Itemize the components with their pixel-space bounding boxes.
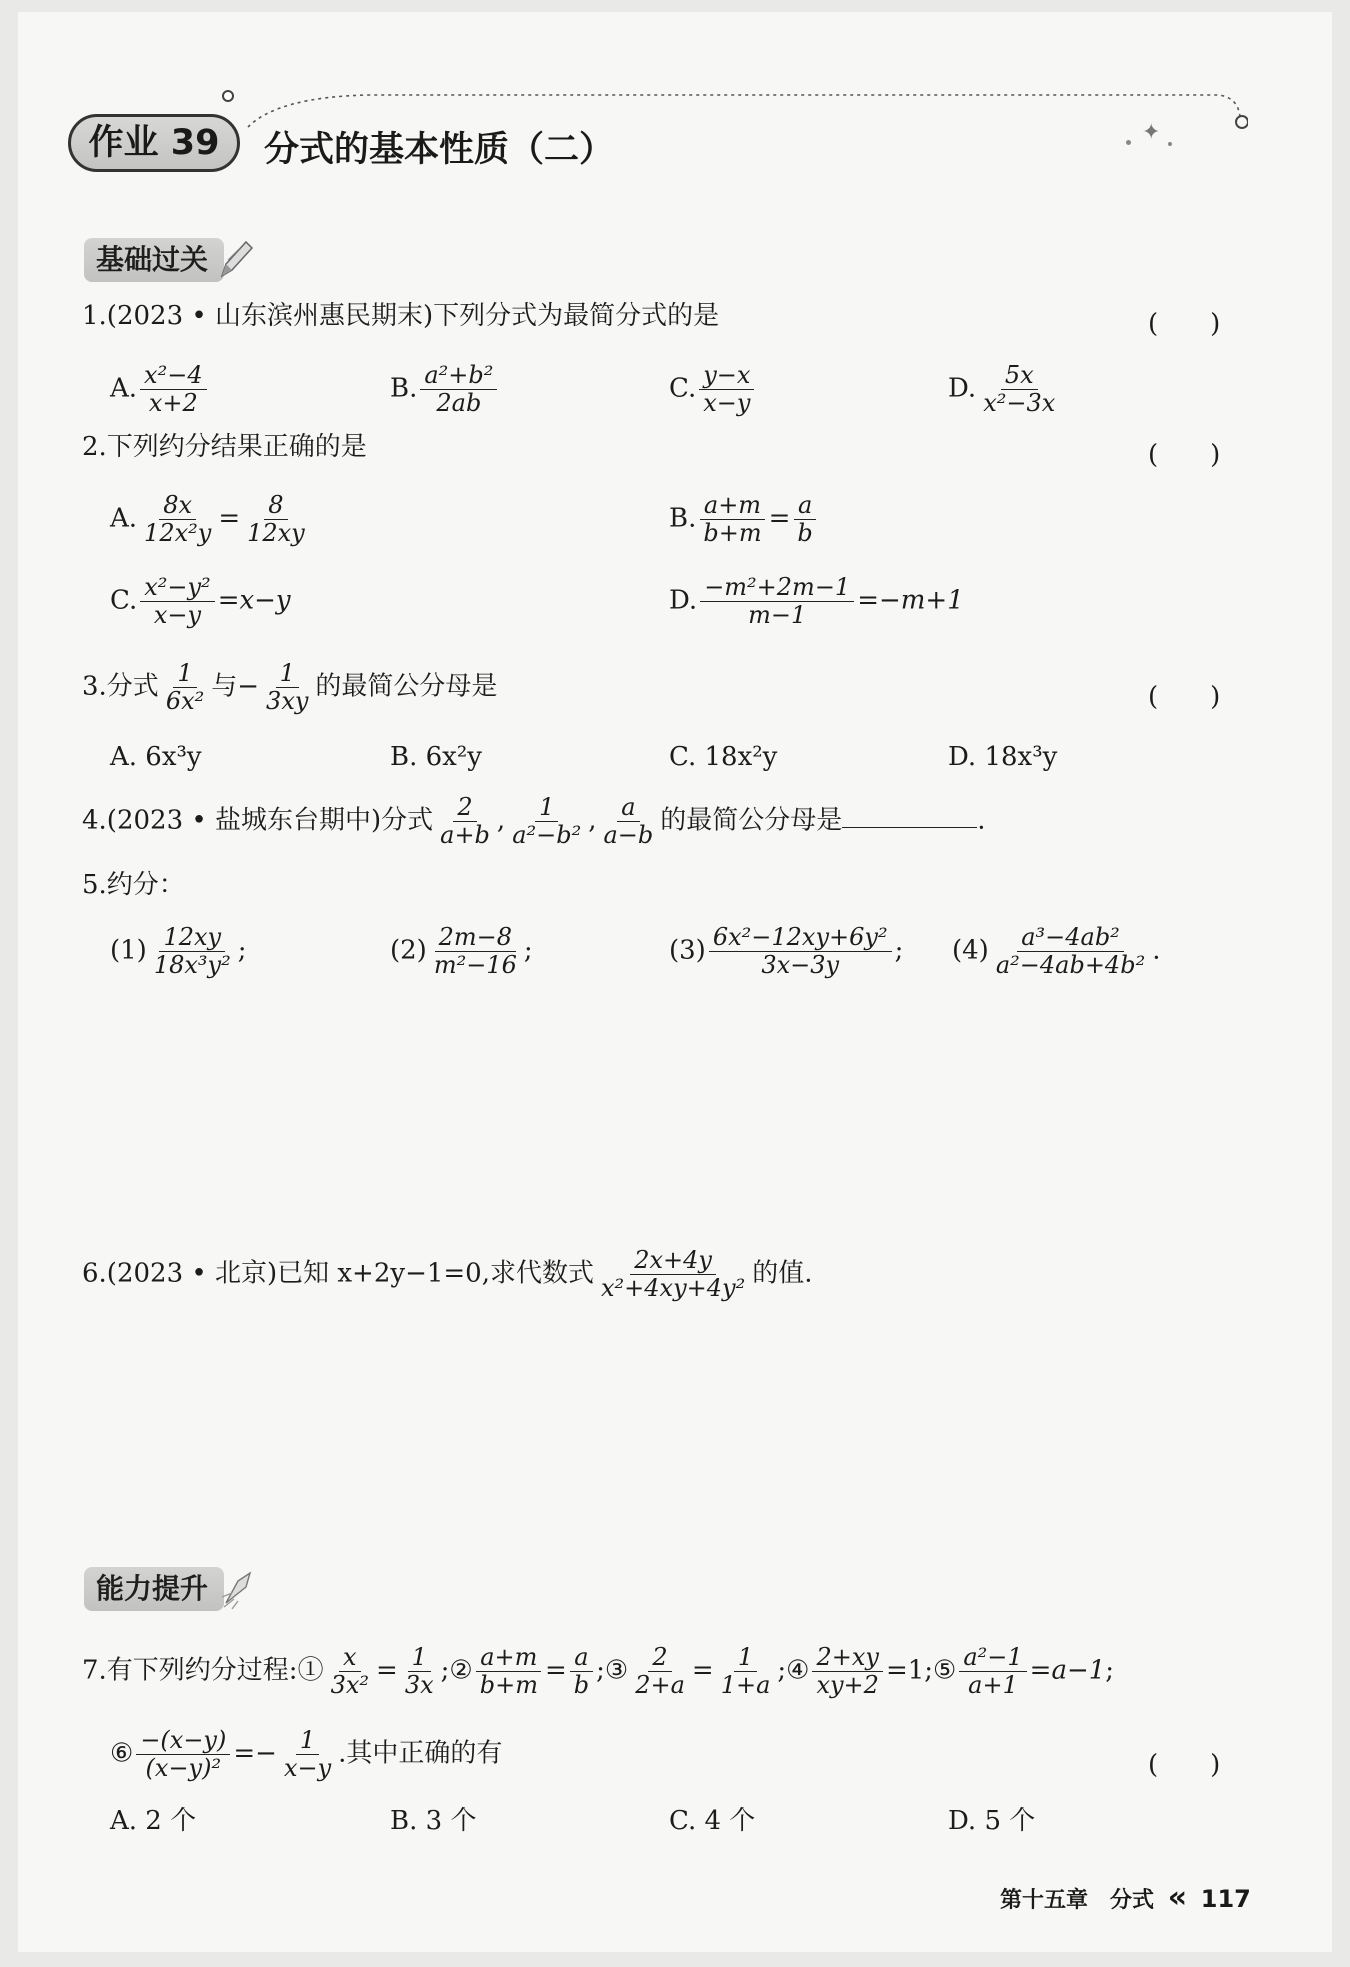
q6-answer-area[interactable] bbox=[82, 1322, 1262, 1542]
fraction: $\frac{y-x}{x-y}$ bbox=[699, 362, 754, 417]
question-4-stem: 4.(2023 • 盐城东台期中)分式 $\frac{2}{a+b}$ , $\frac{1}{\text{a²−b²}}$ , $\frac{a}{a-b}$ 的最简公分母是 . bbox=[82, 793, 986, 849]
answer-bracket-q7[interactable]: ( ) bbox=[1148, 1750, 1221, 1780]
question-2-stem: 2.下列约分结果正确的是 bbox=[82, 432, 367, 462]
fraction: $\frac{\text{x²−4}}{x+2}$ bbox=[140, 362, 207, 417]
q5-answer-area[interactable] bbox=[82, 1002, 1262, 1222]
double-chevron-icon: « bbox=[1167, 1880, 1188, 1915]
q5-part-2: (2) $\frac{2m-8}{\text{m²−16}}$ ; bbox=[390, 923, 533, 979]
q3-option-d[interactable]: D. 18x³y bbox=[948, 742, 1058, 772]
question-5-stem: 5.约分： bbox=[82, 870, 185, 900]
question-6-stem: 6.(2023 • 北京)已知 x+2y−1=0,求代数式 $\frac{2x+4y}{\text{x²+4xy+4y²}}$ 的值. bbox=[82, 1246, 813, 1302]
section-label: 基础过关 bbox=[96, 243, 209, 276]
sparkle-icon: ✦ bbox=[1142, 120, 1161, 145]
q7-option-d[interactable]: D. 5 个 bbox=[948, 1806, 1036, 1836]
q1-option-a[interactable]: A. $\frac{\text{x²−4}}{x+2}$ bbox=[110, 362, 210, 417]
q1-option-b[interactable]: B. $\frac{\text{a²+b²}}{2ab}$ bbox=[390, 362, 500, 417]
q5-part-3: (3) $\frac{\text{6x²−12xy+6y²}}{3x-3y}$ ; bbox=[669, 923, 904, 979]
q7-option-b[interactable]: B. 3 个 bbox=[390, 1806, 477, 1836]
q5-part-4: (4) $\frac{\text{a³−4ab²}}{\text{a²−4ab+4b²}}$ . bbox=[952, 923, 1161, 979]
q3-option-b[interactable]: B. 6x²y bbox=[390, 742, 482, 772]
section-tag-basic bbox=[84, 238, 224, 282]
footer bbox=[1000, 1880, 1251, 1915]
section-tag-advanced bbox=[84, 1567, 224, 1611]
page-title: 分式的基本性质（二） bbox=[264, 130, 615, 170]
q2-option-d[interactable]: D. $\frac{\text{−m²+2m−1}}{m-1}$ =−m+1 bbox=[669, 573, 964, 629]
answer-bracket-q3[interactable]: ( ) bbox=[1148, 682, 1221, 712]
q3-option-c[interactable]: C. 18x²y bbox=[669, 742, 778, 772]
answer-blank-q4[interactable] bbox=[842, 805, 977, 828]
q5-part-1: (1) $\frac{12xy}{\text{18x³y²}}$ ; bbox=[110, 923, 247, 979]
fraction: $\frac{5x}{\text{x²−3x}}$ bbox=[983, 361, 1056, 417]
fraction: $\frac{\text{a²+b²}}{2ab}$ bbox=[420, 362, 497, 417]
question-3-stem: 3.分式 $\frac{1}{\text{6x²}}$ 与− $\frac{1}{3xy}$ 的最简公分母是 bbox=[82, 659, 498, 715]
pencil-icon bbox=[216, 238, 256, 282]
answer-bracket-q2[interactable]: ( ) bbox=[1148, 440, 1221, 470]
q2-option-c[interactable]: C. $\frac{\text{x²−y²}}{x-y}$ =x−y bbox=[110, 573, 291, 629]
q3-option-a[interactable]: A. 6x³y bbox=[110, 742, 202, 772]
sparkle-decoration bbox=[1142, 120, 1160, 145]
section-label: 能力提升 bbox=[96, 1572, 209, 1605]
assignment-badge: 作业 39 bbox=[68, 114, 240, 172]
q2-option-a[interactable]: A. $\frac{8x}{\text{12x²y}}$ = $\frac{8}{12xy}$ bbox=[110, 491, 305, 547]
q7-option-a[interactable]: A. 2 个 bbox=[110, 1806, 197, 1836]
question-7-line2: ⑥ $\frac{-(x-y)}{\text{(x−y)²}}$ =− $\frac{1}{x-y}$ .其中正确的有 bbox=[110, 1726, 503, 1782]
q2-option-b[interactable]: B. $\frac{a+m}{b+m}$ = $\frac{a}{b}$ bbox=[669, 492, 820, 547]
question-7-stem: 7.有下列约分过程:① $\frac{x}{\text{3x²}}$ = $\frac{1}{3x}$ ;② $\frac{a+m}{b+m}$ = $\frac{a}{b}$ ;③ $\frac{2}{2+a}$ = $\frac{1}{1+a}$ ;④ $\frac{2+xy}{xy+2}$ =1;⑤ $\frac{\text{a²−1}}{a+1}$ =a−1; bbox=[82, 1643, 1115, 1699]
q7-option-c[interactable]: C. 4 个 bbox=[669, 1806, 756, 1836]
dot-decoration bbox=[1168, 142, 1172, 146]
worksheet-page bbox=[18, 12, 1332, 1952]
answer-bracket-q1[interactable]: ( ) bbox=[1148, 309, 1221, 339]
question-1-stem: 1.(2023 • 山东滨州惠民期末)下列分式为最简分式的是 bbox=[82, 301, 720, 331]
q1-option-d[interactable]: D. $\frac{5x}{\text{x²−3x}}$ bbox=[948, 362, 1062, 417]
dot-decoration bbox=[1126, 140, 1131, 145]
q1-option-c[interactable]: C. $\frac{y-x}{x-y}$ bbox=[669, 362, 757, 417]
rocket-icon bbox=[218, 1567, 258, 1611]
page-number: 117 bbox=[1200, 1885, 1251, 1913]
chapter-label: 第十五章 分式 bbox=[1000, 1888, 1155, 1913]
